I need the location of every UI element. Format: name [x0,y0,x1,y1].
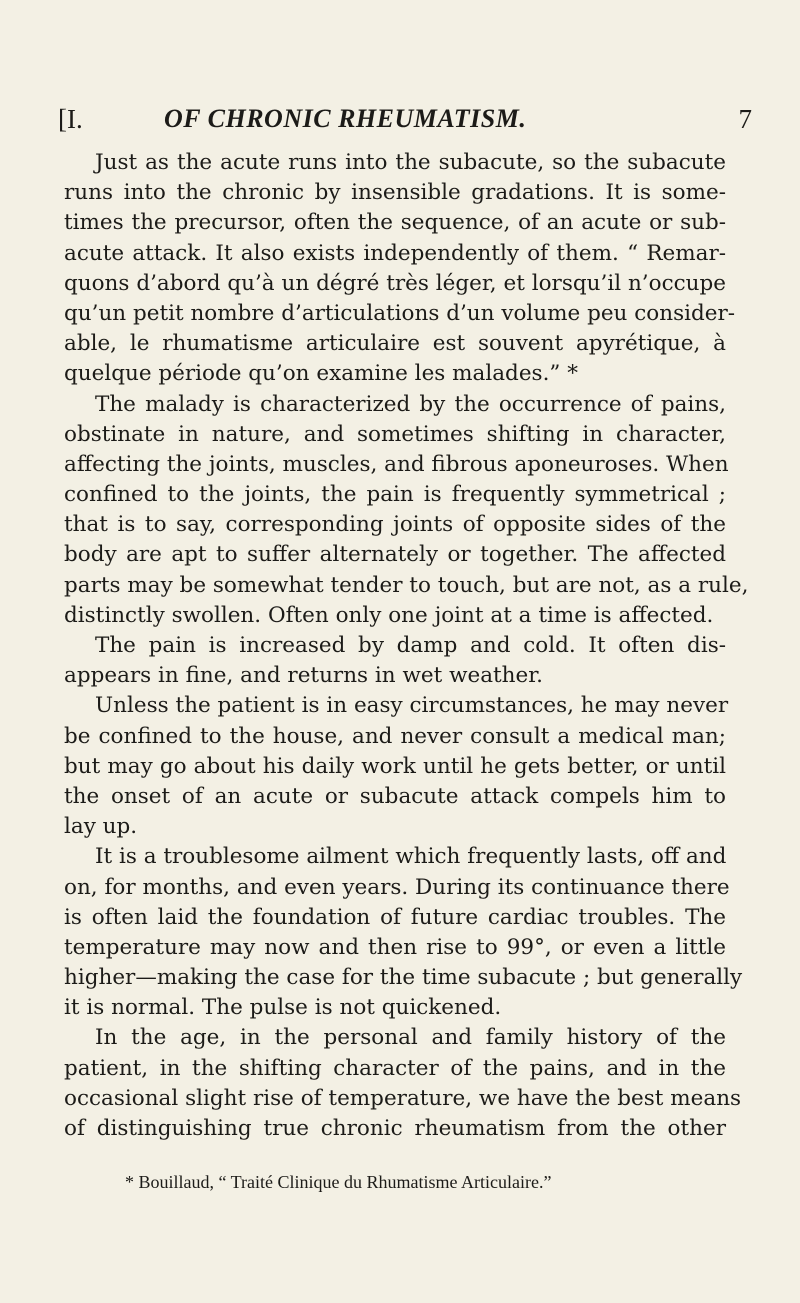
text-line: be confined to the house, and never consult a medical man; [64,723,726,749]
footnote: * Bouillaud, “ Traité Clinique du Rhumatisme Articulaire.” [125,1172,552,1192]
text-line: but may go about his daily work until he gets better, or until [64,753,726,779]
text-line: obstinate in nature, and sometimes shifting in character, [64,421,726,447]
text-line: lay up. [64,814,138,840]
text-line: appears in fine, and returns in wet weather. [64,663,543,689]
text-line: body are apt to suffer alternately or together. The affected [64,542,726,568]
text-line: In the age, in the personal and family history of the [95,1025,726,1051]
text-line: occasional slight rise of temperature, we have the best means [64,1085,742,1111]
text-line: the onset of an acute or subacute attack compels him to [64,783,726,809]
text-line: it is normal. The pulse is not quickened. [64,995,502,1021]
text-line: The pain is increased by damp and cold. It often dis- [95,633,726,658]
section-marker: [I. [58,104,83,134]
text-line: Unless the patient is in easy circumstances, he may never [95,693,729,719]
text-line: qu’un petit nombre d’articulations d’un volume peu consider- [64,300,736,326]
text-line: confined to the joints, the pain is frequently symmetrical ; [64,482,726,508]
text-line: quelque période qu’on examine les malades.” * [64,361,578,387]
text-line: temperature may now and then rise to 99°, or even a little [64,934,726,960]
running-title: OF CHRONIC RHEUMATISM. [164,104,527,133]
text-line: higher—making the case for the time subacute ; but generally [64,965,743,991]
text-line: of distinguishing true chronic rheumatism from the other [64,1116,726,1141]
text-line: runs into the chronic by insensible gradations. It is some- [64,180,726,206]
text-line: affecting the joints, muscles, and fibrous aponeuroses. When [64,451,729,477]
body-text [64,148,749,1144]
text-line: patient, in the shifting character of the pains, and in the [64,1055,726,1081]
text-line: on, for months, and even years. During its continuance there [64,874,730,900]
text-line: distinctly swollen. Often only one joint at a time is affected. [64,602,714,628]
running-header [58,104,752,136]
text-line: quons d’abord qu’à un dégré très léger, et lorsqu’il n’occupe [64,270,726,296]
text-line: parts may be somewhat tender to touch, but are not, as a rule, [64,572,749,598]
page-number: 7 [738,104,752,134]
text-line: Just as the acute runs into the subacute, so the subacute [95,150,726,175]
text-line: times the precursor, often the sequence, of an acute or sub- [64,210,726,236]
text-line: is often laid the foundation of future cardiac troubles. The [64,904,726,930]
text-line: able, le rhumatisme articulaire est souvent apyrétique, à [64,331,726,357]
text-line: The malady is characterized by the occurrence of pains, [95,391,726,417]
text-line: that is to say, corresponding joints of opposite sides of the [64,512,726,538]
text-line: It is a troublesome ailment which frequently lasts, off and [95,844,727,870]
text-line: acute attack. It also exists independently of them. “ Remar- [64,240,726,266]
